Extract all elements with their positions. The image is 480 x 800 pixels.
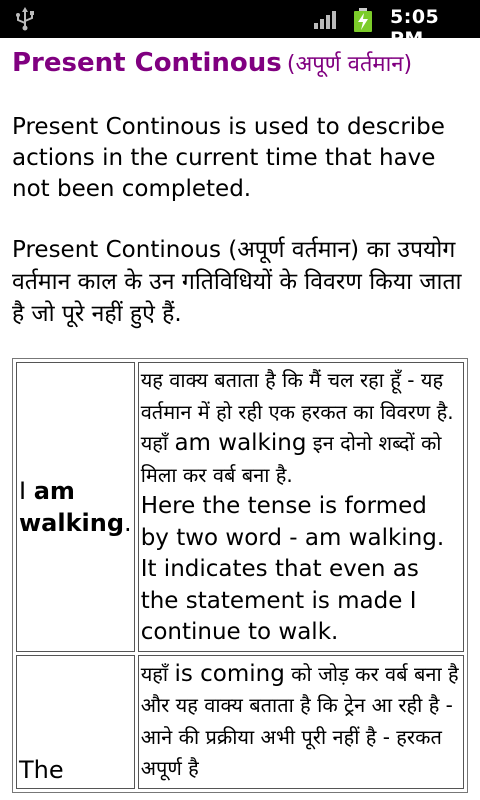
intro-english: Present Continous is used to describe actions in the current time that have not been completed. xyxy=(12,114,445,202)
explanation-hindi: यहाँ xyxy=(140,661,175,686)
lesson-content[interactable] xyxy=(0,38,480,800)
example-verb: am walking xyxy=(19,476,125,537)
title-hindi: (अपूर्ण वर्तमान) xyxy=(286,52,413,77)
table-row xyxy=(16,655,464,789)
usb-icon xyxy=(14,7,36,31)
battery-charging-icon xyxy=(354,8,372,32)
examples-table xyxy=(12,358,468,793)
intro-hindi: Present Continous (अपूर्ण वर्तमान) का उपयोग वर्तमान काल के उन गतिविधियों के विवरण किया जाता है जो पूरे नहीं हुऐ हैं. xyxy=(12,237,462,327)
example-explanation xyxy=(138,362,464,652)
explanation-english: Here the tense is formed by two word - am walking. It indicates that even as the statement is made I continue to walk. xyxy=(140,493,445,645)
example-explanation xyxy=(138,655,464,789)
clock: 5:05 PM xyxy=(390,6,440,50)
explanation-verb: is coming xyxy=(174,660,285,687)
explanation-hindi-cont: इन दोनो शब्दों को मिला कर वर्ब बना है. xyxy=(140,431,442,487)
explanation-hindi-cont: को जोड़ कर वर्ब बना है और यह वाक्य बताता है कि ट्रेन आ रही है - आने की प्रक्रीया अभी पूरी नहीं है - हरकत अपूर्ण है xyxy=(140,661,459,780)
example-pre: I xyxy=(19,476,34,505)
page-title xyxy=(12,48,412,78)
example-sentence xyxy=(16,655,135,789)
table-row xyxy=(16,362,464,652)
example-post: . xyxy=(124,508,132,537)
explanation-hindi: यह वाक्य बताता है कि मैं चल रहा हूँ - यह वर्तमान में हो रही एक हरकत का विवरण है. यहाँ xyxy=(140,368,454,455)
signal-icon xyxy=(314,11,338,29)
example-pre: The xyxy=(19,755,64,784)
title-english: Present Continous xyxy=(12,48,282,78)
example-sentence xyxy=(16,362,135,652)
status-bar xyxy=(0,0,480,50)
explanation-verb: am walking xyxy=(174,430,307,456)
